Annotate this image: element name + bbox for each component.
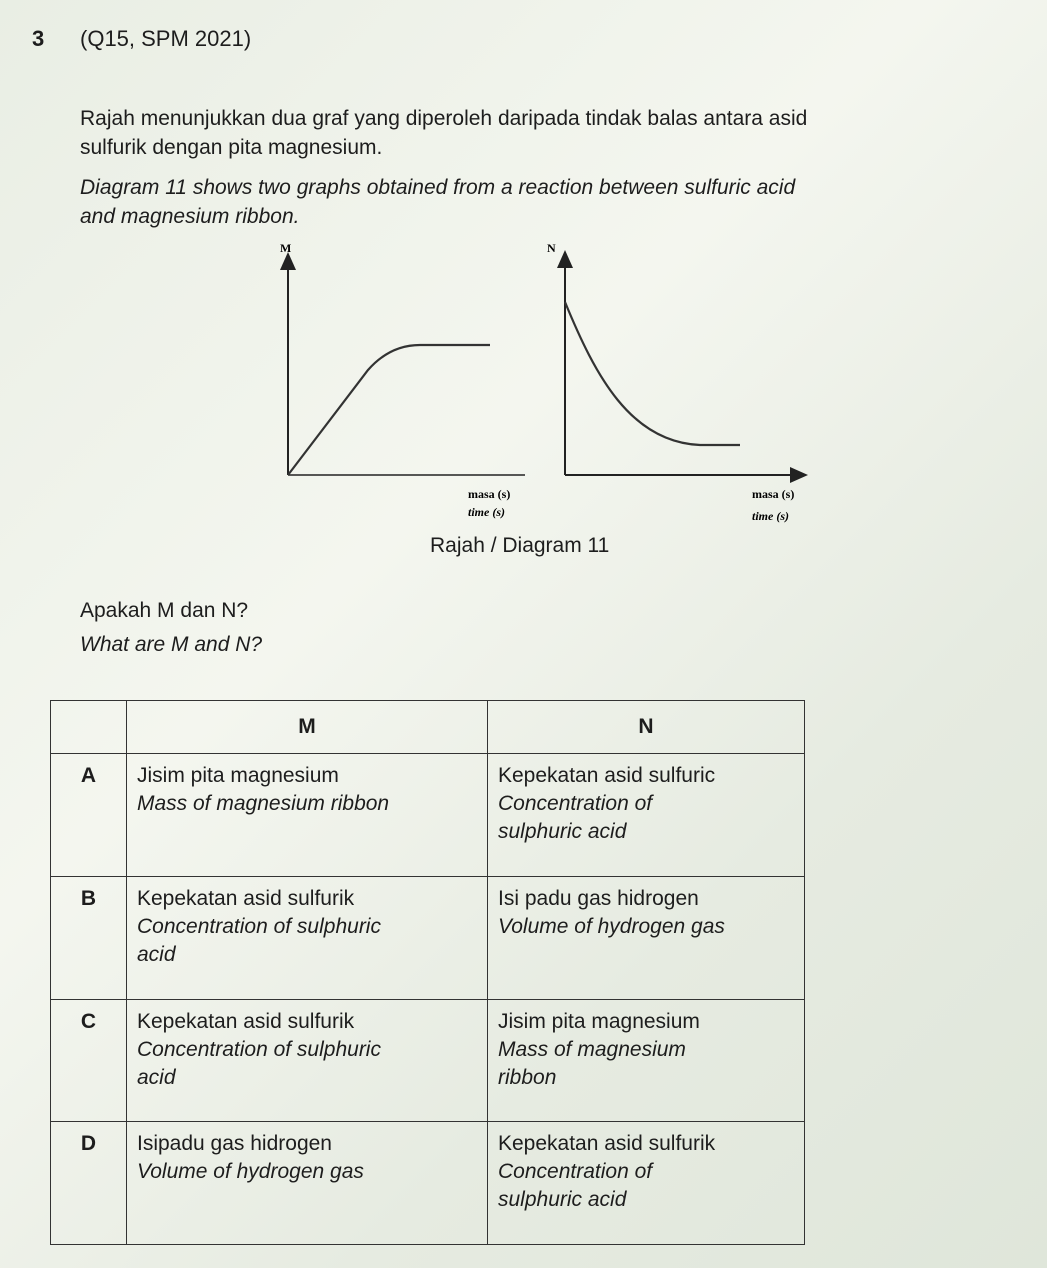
option-a-n <box>488 754 805 877</box>
cell-line: ribbon <box>498 1065 557 1089</box>
question-english: What are M and N? <box>80 633 263 656</box>
cell-line: Volume of hydrogen gas <box>137 1160 364 1184</box>
option-row-d[interactable] <box>51 1122 805 1245</box>
option-row-a[interactable] <box>51 754 805 877</box>
graph-m-y-label: M <box>280 241 292 255</box>
graph-n <box>547 241 800 523</box>
cell-line: acid <box>137 942 176 966</box>
option-a-m <box>127 754 488 877</box>
option-row-b[interactable] <box>51 876 805 999</box>
graph-n-curve <box>565 302 740 445</box>
intro-english-line-1: Diagram 11 shows two graphs obtained from a reaction between sulfuric acid <box>80 176 796 199</box>
header-n: N <box>488 701 805 754</box>
option-c-n <box>488 999 805 1122</box>
graph-m <box>280 241 525 519</box>
header-m: M <box>127 701 488 754</box>
cell-line: Concentration of sulphuric <box>137 914 381 938</box>
cell-line: Kepekatan asid sulfurik <box>498 1132 716 1156</box>
cell-line: Concentration of <box>498 792 653 815</box>
cell-line: Isipadu gas hidrogen <box>137 1132 332 1156</box>
cell-line: Concentration of sulphuric <box>137 1037 381 1061</box>
cell-line: acid <box>137 1065 176 1089</box>
cell-line: Isi padu gas hidrogen <box>498 886 699 910</box>
graph-m-x-label-malay: masa (s) <box>468 487 511 501</box>
diagram-11 <box>250 230 830 530</box>
table-header-row <box>51 701 805 754</box>
cell-line: Concentration of <box>498 1160 653 1184</box>
intro-english-line-2: and magnesium ribbon. <box>80 205 300 228</box>
cell-line: Kepekatan asid sulfurik <box>137 1009 355 1033</box>
cell-line: Mass of magnesium <box>498 1037 686 1061</box>
answer-options-table <box>50 700 805 1245</box>
option-label: B <box>51 876 127 999</box>
cell-line: Mass of magnesium ribbon <box>137 792 390 815</box>
graph-m-x-label-english: time (s) <box>468 505 505 519</box>
cell-line: Kepekatan asid sulfurik <box>137 886 355 910</box>
diagram-caption: Rajah / Diagram 11 <box>430 534 610 557</box>
intro-malay-line-2: sulfurik dengan pita magnesium. <box>80 136 383 159</box>
graph-n-y-label: N <box>547 241 556 255</box>
cell-line: Jisim pita magnesium <box>137 764 339 787</box>
option-label: A <box>51 754 127 877</box>
graph-m-curve <box>288 345 490 475</box>
option-row-c[interactable] <box>51 999 805 1122</box>
question-source: (Q15, SPM 2021) <box>80 26 252 51</box>
option-label: C <box>51 999 127 1122</box>
cell-line: sulphuric acid <box>498 820 627 843</box>
option-label: D <box>51 1122 127 1245</box>
graph-n-x-label-malay: masa (s) <box>752 487 795 501</box>
header-option <box>51 701 127 754</box>
option-c-m <box>127 999 488 1122</box>
option-b-m <box>127 876 488 999</box>
question-malay: Apakah M dan N? <box>80 599 249 622</box>
option-b-n <box>488 876 805 999</box>
graph-n-x-label-english: time (s) <box>752 509 789 523</box>
intro-malay-line-1: Rajah menunjukkan dua graf yang diperoleh daripada tindak balas antara asid <box>80 107 808 130</box>
option-d-n <box>488 1122 805 1245</box>
option-d-m <box>127 1122 488 1245</box>
cell-line: Kepekatan asid sulfuric <box>498 764 716 787</box>
cell-line: Volume of hydrogen gas <box>498 914 725 938</box>
question-number: 3 <box>32 26 45 51</box>
cell-line: Jisim pita magnesium <box>498 1009 700 1033</box>
cell-line: sulphuric acid <box>498 1188 627 1212</box>
